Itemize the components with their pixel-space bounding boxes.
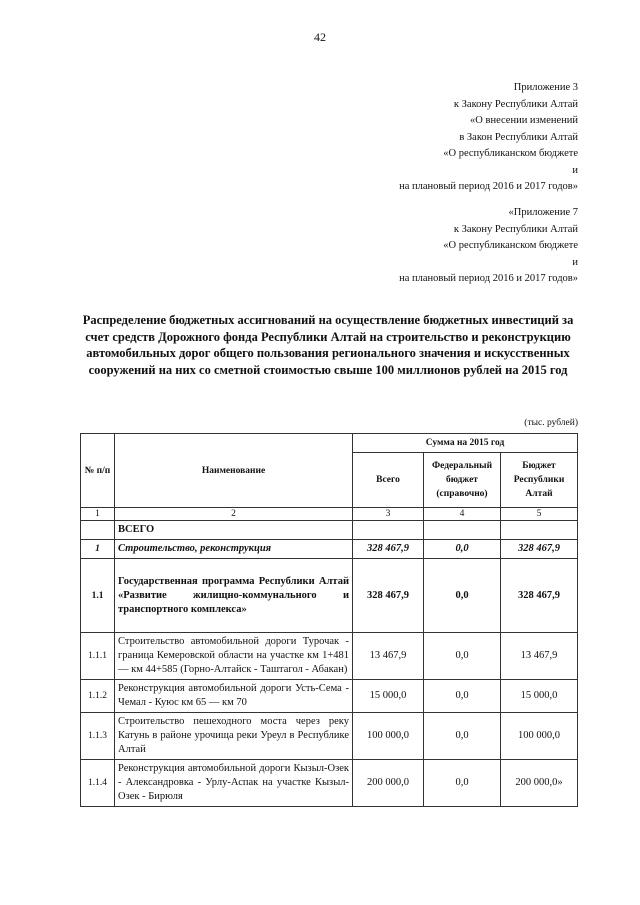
empty-cell	[501, 521, 578, 540]
annex-header-original	[399, 205, 578, 288]
column-number: 1	[81, 508, 115, 521]
row-num: 1.1.2	[81, 680, 115, 713]
empty-cell	[424, 521, 501, 540]
header-num: № п/п	[81, 434, 115, 508]
header-sum-group: Сумма на 2015 год	[353, 434, 578, 453]
row-federal: 0,0	[424, 633, 501, 680]
column-number: 2	[115, 508, 353, 521]
total-label: ВСЕГО	[115, 521, 353, 540]
column-number: 5	[501, 508, 578, 521]
row-federal: 0,0	[424, 760, 501, 807]
row-num: 1.1.4	[81, 760, 115, 807]
annex-line: в Закон Республики Алтай	[459, 131, 578, 143]
table-row	[81, 760, 578, 807]
row-name: Строительство, реконструкция	[115, 540, 353, 559]
unit-note: (тыс. рублей)	[524, 418, 578, 428]
row-republic: 15 000,0	[501, 680, 578, 713]
annex-line: «О республиканском бюджете	[443, 148, 578, 159]
row-republic: 328 467,9	[501, 540, 578, 559]
row-total: 328 467,9	[353, 540, 424, 559]
header-republic: Бюджет Республики Алтай	[501, 453, 578, 508]
row-total: 13 467,9	[353, 633, 424, 680]
annex-line: к Закону Республики Алтай	[453, 98, 578, 110]
column-number: 3	[353, 508, 424, 521]
table-row	[81, 633, 578, 680]
row-total: 200 000,0	[353, 760, 424, 807]
annex-line: к Закону Республики Алтай	[453, 223, 578, 235]
row-name: Государственная программа Республики Алтай «Развитие жилищно-коммунального и транспортного комплекса»	[115, 559, 353, 633]
table-row	[81, 680, 578, 713]
header-name: Наименование	[115, 434, 353, 508]
row-name: Реконструкция автомобильной дороги Усть-Сема - Чемал - Куюс км 65 — км 70	[115, 680, 353, 713]
header-row-group	[81, 434, 578, 453]
document-title: Распределение бюджетных ассигнований на осуществление бюджетных инвестиций за счет средств Дорожного фонда Республики Алтай на строительство и реконструкцию автомобильных дорог общего пользования регионального значения и искусственных сооружений на них со сметной стоимостью свыше 100 миллионов рублей на 2015 год	[82, 313, 574, 377]
row-federal: 0,0	[424, 559, 501, 633]
annex-line: и	[572, 256, 578, 268]
row-name: Реконструкция автомобильной дороги Кызыл-Озек - Александровка - Урлу-Аспак на участке Кызыл-Озек - Бирюля	[115, 760, 353, 807]
annex-line: «Приложение 7	[508, 207, 578, 218]
annex-line: «О республиканском бюджете	[443, 240, 578, 251]
row-num: 1	[81, 540, 115, 559]
row-total: 100 000,0	[353, 713, 424, 760]
row-name: Строительство пешеходного моста через реку Катунь в районе урочища реки Уреул в Республике Алтай	[115, 713, 353, 760]
row-num: 1.1	[81, 559, 115, 633]
budget-table	[80, 433, 578, 807]
row-federal: 0,0	[424, 540, 501, 559]
row-total: 328 467,9	[353, 559, 424, 633]
annex-line: и	[572, 164, 578, 176]
annex-line: на плановый период 2016 и 2017 годов»	[399, 181, 578, 192]
table-row	[81, 559, 578, 633]
row-total: 15 000,0	[353, 680, 424, 713]
annex-line: Приложение 3	[513, 82, 578, 93]
header-total: Всего	[353, 453, 424, 508]
row-federal: 0,0	[424, 680, 501, 713]
column-number: 4	[424, 508, 501, 521]
table-row	[81, 713, 578, 760]
row-num: 1.1.3	[81, 713, 115, 760]
row-num: 1.1.1	[81, 633, 115, 680]
empty-cell	[81, 521, 115, 540]
empty-cell	[353, 521, 424, 540]
row-republic: 328 467,9	[501, 559, 578, 633]
column-number-row	[81, 508, 578, 521]
table-row	[81, 540, 578, 559]
annex-header-amendment	[399, 80, 578, 196]
row-republic: 200 000,0»	[501, 760, 578, 807]
total-row	[81, 521, 578, 540]
row-republic: 13 467,9	[501, 633, 578, 680]
annex-line: на плановый период 2016 и 2017 годов»	[399, 273, 578, 284]
annex-line: «О внесении изменений	[470, 115, 578, 126]
page-number: 42	[314, 30, 326, 44]
header-federal: Федеральный бюджет (справочно)	[424, 453, 501, 508]
row-name: Строительство автомобильной дороги Турочак - граница Кемеровской области на участке км 1+481 — км 44+585 (Горно-Алтайск - Таштагол - Абакан)	[115, 633, 353, 680]
row-federal: 0,0	[424, 713, 501, 760]
row-republic: 100 000,0	[501, 713, 578, 760]
